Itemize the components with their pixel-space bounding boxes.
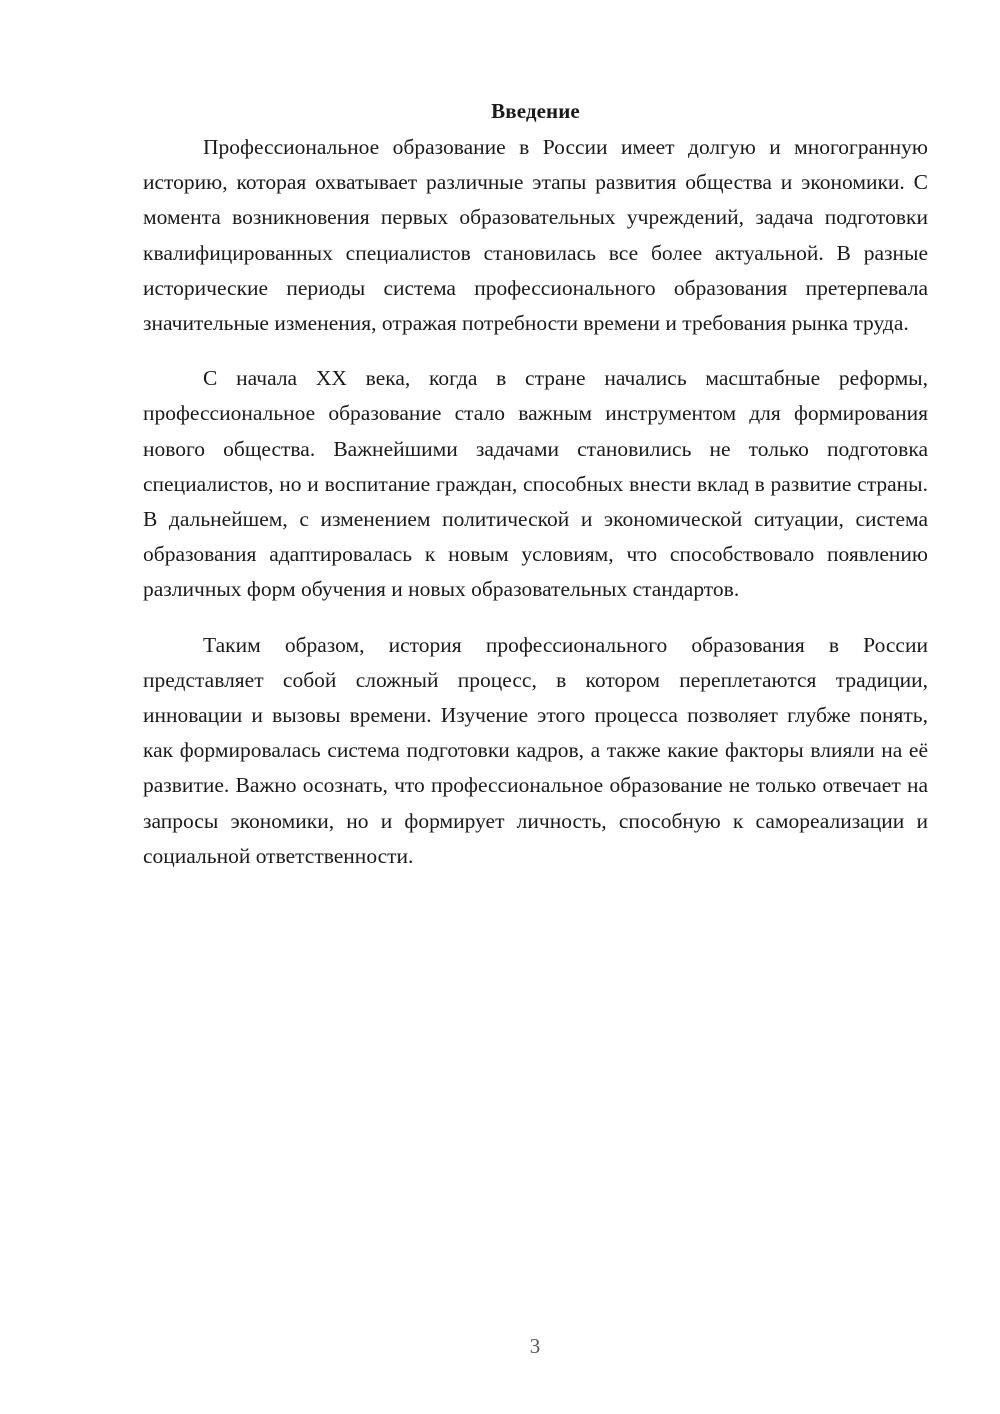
paragraph-2: С начала XX века, когда в стране начались масштабные реформы, профессиональное образование стало важным инструментом для формирования нового общества. Важнейшими задачами становились не только подготовка специалистов, но и воспитание граждан, способных внести вклад в развитие страны. В дальнейшем, с изменением политической и экономической ситуации, система образования адаптировалась к новым условиям, что способствовало появлению различных форм обучения и новых образовательных стандартов.: [143, 366, 928, 602]
section-title: Введение: [491, 99, 580, 123]
page-content: [143, 96, 928, 894]
page-number: 3: [529, 1334, 541, 1358]
paragraph-1: Профессиональное образование в России имеет долгую и многогранную историю, которая охватывает различные этапы развития общества и экономики. С момента возникновения первых образовательных учреждений, задача подготовки квалифицированных специалистов становилась все более актуальной. В разные исторические периоды система профессионального образования претерпевала значительные изменения, отражая потребности времени и требования рынка труда.: [143, 135, 928, 336]
paragraph-3: Таким образом, история профессионального образования в России представляет собой сложный процесс, в котором переплетаются традиции, инновации и вызовы времени. Изучение этого процесса позволяет глубже понять, как формировалась система подготовки кадров, а также какие факторы влияли на её развитие. Важно осознать, что профессиональное образование не только отвечает на запросы экономики, но и формирует личность, способную к самореализации и социальной ответственности.: [143, 632, 928, 868]
